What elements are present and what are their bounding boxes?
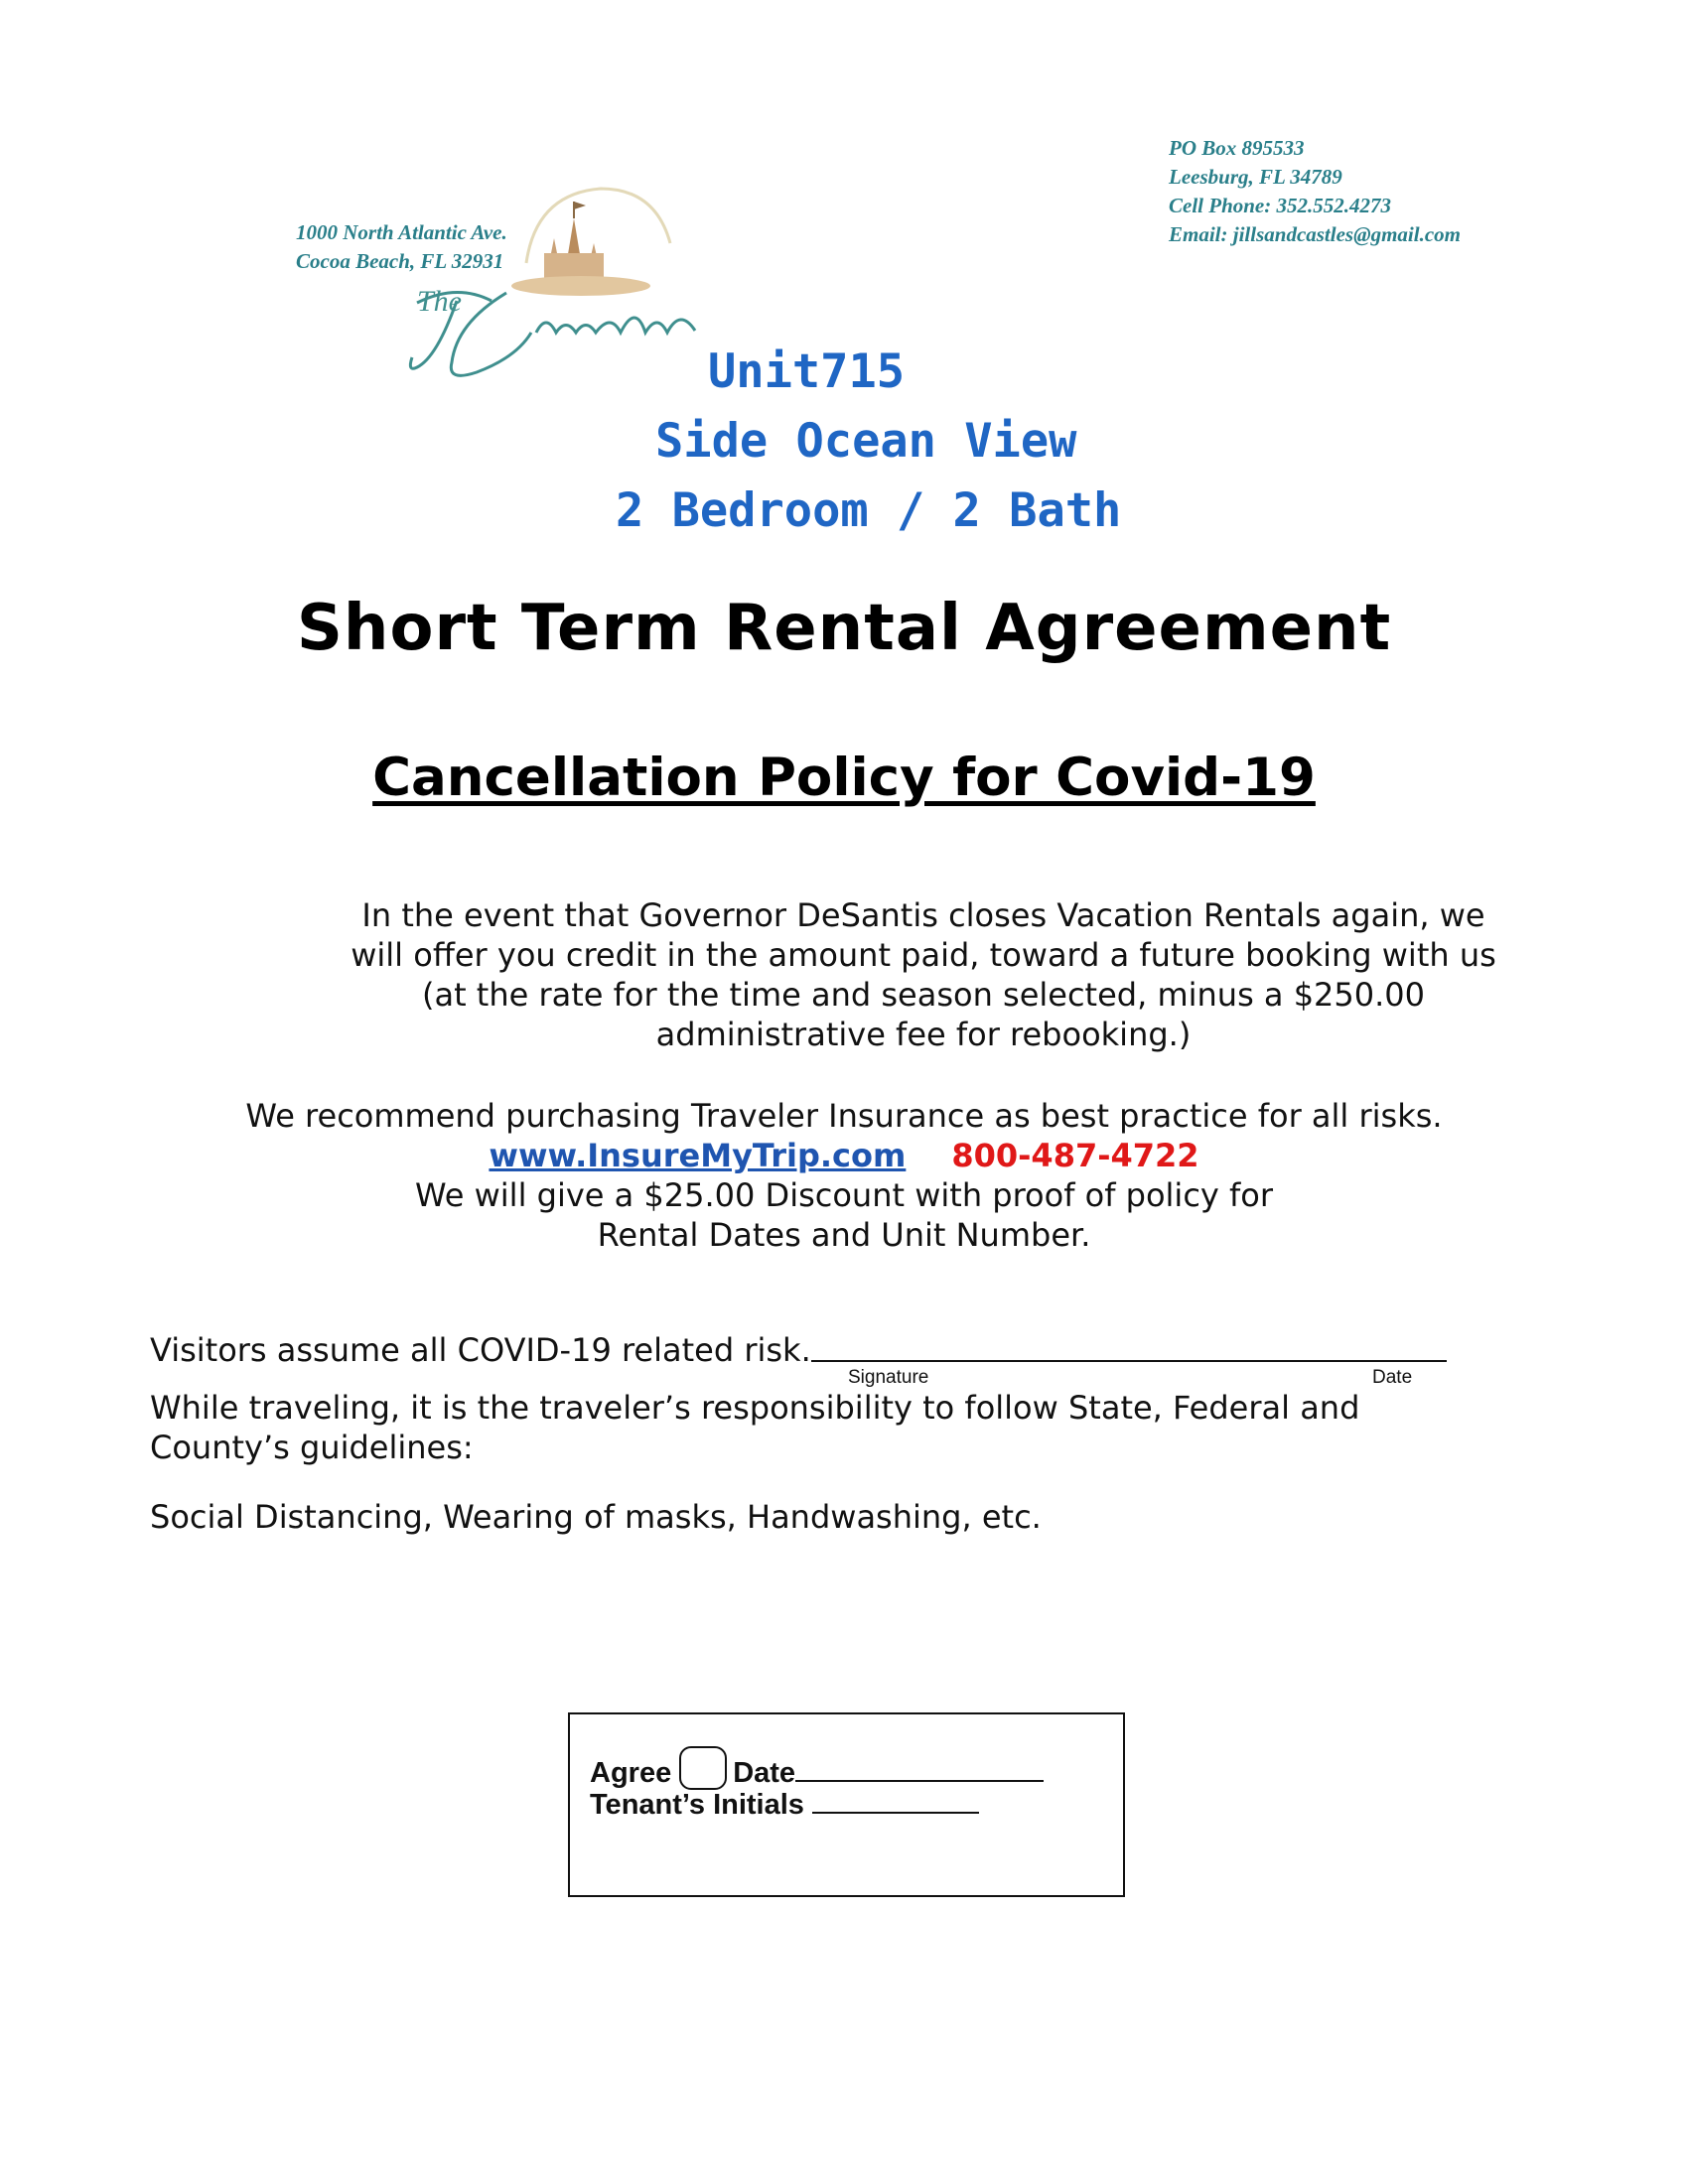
traveler-responsibility-text: While traveling, it is the traveler’s responsibility to follow State, Federal and County’s guidelines: — [150, 1389, 1360, 1466]
sandcastles-logo — [397, 184, 715, 392]
unit-view: Side Ocean View — [655, 414, 1077, 469]
logo-sun-arc — [526, 189, 670, 263]
initials-label: Tenant’s Initials — [590, 1789, 804, 1821]
risk-acknowledgement — [150, 1326, 1447, 1370]
page-title: Short Term Rental Agreement — [296, 592, 1392, 665]
logo-the-text: The — [417, 285, 462, 318]
policy-line: (at the rate for the time and season selected, minus a $250.00 — [421, 976, 1426, 1014]
risk-text: Visitors assume all COVID-19 related risk. — [150, 1331, 811, 1369]
address-line: Cocoa Beach, FL 32931 — [296, 249, 504, 273]
insuremytrip-link[interactable]: www.InsureMyTrip.com — [489, 1137, 907, 1174]
address-line: 1000 North Atlantic Ave. — [296, 220, 507, 244]
policy-line: In the event that Governor DeSantis closes Vacation Rentals again, we — [361, 896, 1485, 934]
insurance-recommend-text: We recommend purchasing Traveler Insurance as best practice for all risks. — [245, 1097, 1443, 1135]
policy-line: administrative fee for rebooking.) — [655, 1016, 1192, 1053]
contact-line: Email: jillsandcastles@gmail.com — [1169, 222, 1461, 246]
initials-field[interactable] — [812, 1786, 979, 1814]
contact-line: Cell Phone: 352.552.4273 — [1169, 194, 1391, 217]
mailing-contact — [1169, 134, 1461, 249]
signature-date-field[interactable] — [811, 1326, 1447, 1362]
discount-text: Rental Dates and Unit Number. — [597, 1216, 1091, 1254]
contact-line: PO Box 895533 — [1169, 136, 1305, 160]
insurance-phone: 800-487-4722 — [951, 1137, 1199, 1174]
guidelines-text: Social Distancing, Wearing of masks, Handwashing, etc. — [150, 1498, 1042, 1536]
cancellation-policy-text — [298, 895, 1549, 1054]
policy-line: will offer you credit in the amount paid, toward a future booking with us — [351, 936, 1496, 974]
insurance-contact-row — [0, 1136, 1688, 1175]
agree-date-field[interactable] — [795, 1754, 1044, 1782]
agreement-box — [568, 1712, 1125, 1897]
agree-checkbox[interactable] — [679, 1746, 727, 1790]
unit-number: Unit715 — [708, 344, 906, 399]
insurance-recommendation — [0, 1096, 1688, 1255]
agree-label: Agree — [590, 1757, 672, 1789]
agree-date-label: Date — [733, 1757, 796, 1789]
unit-rooms: 2 Bedroom / 2 Bath — [616, 483, 1122, 538]
agree-row — [590, 1746, 1044, 1790]
contact-line: Leesburg, FL 34789 — [1169, 165, 1342, 189]
sandcastle-icon — [511, 202, 650, 296]
signature-label: Signature — [848, 1367, 929, 1388]
discount-text: We will give a $25.00 Discount with proof of policy for — [414, 1176, 1274, 1214]
section-title: Cancellation Policy for Covid-19 — [372, 748, 1316, 808]
date-label: Date — [1372, 1367, 1413, 1388]
initials-row — [590, 1786, 979, 1822]
